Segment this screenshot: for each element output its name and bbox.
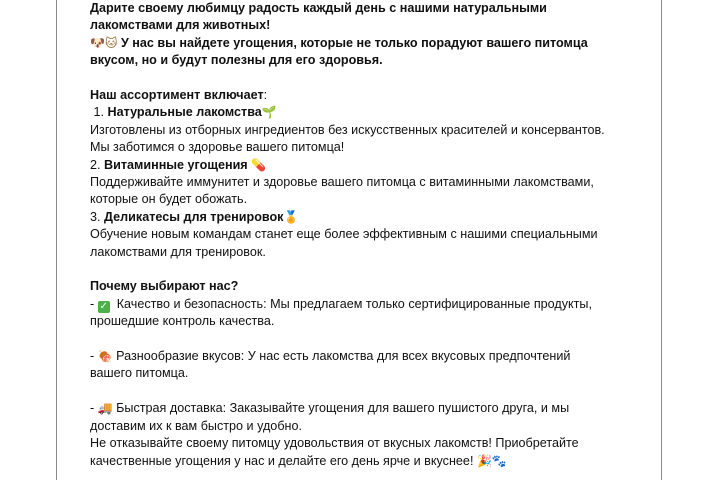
intro-line-1: Дарите своему любимцу радость каждый день с нашими натуральными	[90, 1, 547, 15]
intro-line-3-text: У нас вы найдете угощения, которые не только порадуют вашего питомца	[120, 35, 588, 50]
why-heading: Почему выбирают нас?	[90, 279, 239, 294]
spacer	[90, 261, 650, 278]
spacer	[90, 383, 650, 400]
medal-icon: 🏅	[283, 209, 299, 224]
check-mark-icon: ✓	[99, 300, 108, 312]
closing-line-2: качественные угощения у нас и делайте его день ярче и вкуснее! 🎉🐾	[90, 453, 507, 468]
why-point-2-line-1: - 🍖 Разнообразие вкусов: У нас есть лакомства для всех вкусовых предпочтений	[90, 349, 571, 364]
intro-line-4: вкусом, но и будут полезны для его здоровья.	[90, 53, 383, 68]
meat-icon: 🍖	[97, 349, 113, 364]
spacer	[90, 70, 650, 87]
assortment-heading: Наш ассортимент включает:	[90, 88, 268, 103]
why-point-3-line-1: - 🚚 Быстрая доставка: Заказывайте угощения для вашего пушистого друга, и мы	[90, 401, 570, 416]
assortment-item-2-desc-1: Поддерживайте иммунитет и здоровье вашего питомца с витаминными лакомствами,	[90, 175, 594, 190]
delivery-truck-icon: 🚚	[97, 401, 113, 416]
assortment-item-3-desc-1: Обучение новым командам станет еще более эффективным с нашими специальными	[90, 227, 598, 242]
why-point-2-line-2: вашего питомца.	[90, 366, 189, 381]
closing-line-1: Не отказывайте своему питомцу удовольствия от вкусных лакомств! Приобретайте	[90, 436, 579, 451]
assortment-item-1-desc-2: Мы заботимся о здоровье вашего питомца!	[90, 140, 345, 155]
assortment-item-3-title: 3. Деликатесы для тренировок🏅	[90, 209, 299, 224]
why-point-1-line-1: - ✓ Качество и безопасность: Мы предлагаем только сертифицированные продукты,	[90, 296, 592, 312]
seedling-icon: 🌱	[261, 105, 277, 120]
why-point-3-line-2: доставим их к вам быстро и удобно.	[90, 418, 302, 433]
intro-line-2: лакомствами для животных!	[90, 18, 271, 33]
assortment-item-1-desc-1: Изготовлены из отборных ингредиентов без искусственных красителей и консервантов.	[90, 122, 605, 137]
document-content	[90, 0, 650, 470]
why-point-1-line-2: прошедшие контроль качества.	[90, 314, 275, 329]
assortment-item-1-title: 1. Натуральные лакомства🌱	[93, 105, 277, 120]
spacer	[90, 331, 650, 348]
pill-icon: 💊	[251, 157, 267, 172]
dog-cat-icon: 🐶🐱	[90, 35, 118, 50]
intro-line-3	[90, 35, 650, 52]
assortment-item-2-desc-2: которые он будет обожать.	[90, 192, 248, 207]
assortment-item-2-title: 2. Витаминные угощения 💊	[90, 157, 267, 172]
assortment-item-3-desc-2: лакомствами для тренировок.	[90, 244, 266, 259]
party-paw-icon: 🎉🐾	[476, 453, 507, 468]
